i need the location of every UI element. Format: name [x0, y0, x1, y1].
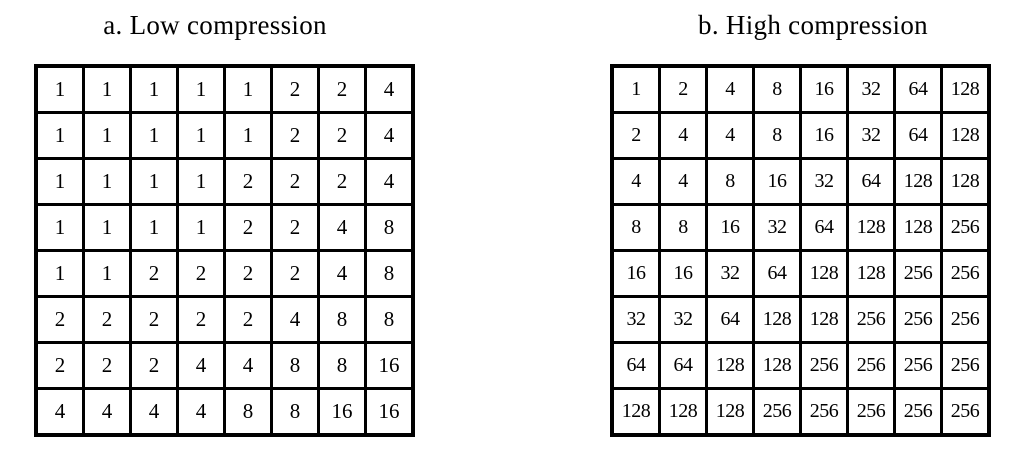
table-row [612, 297, 989, 343]
table-cell: 8 [225, 389, 272, 436]
table-cell: 8 [319, 297, 366, 343]
table-cell: 8 [366, 297, 414, 343]
table-cell: 128 [801, 251, 848, 297]
table-cell: 4 [36, 389, 84, 436]
table-cell: 16 [319, 389, 366, 436]
table-cell: 64 [848, 159, 895, 205]
table-cell: 128 [754, 297, 801, 343]
table-cell: 4 [319, 205, 366, 251]
table-cell: 1 [178, 113, 225, 159]
table-cell: 16 [707, 205, 754, 251]
table-cell: 8 [366, 205, 414, 251]
low-compression-title: a. Low compression [103, 10, 327, 40]
table-cell: 2 [178, 251, 225, 297]
table-cell: 64 [707, 297, 754, 343]
table-cell: 2 [319, 66, 366, 113]
table-cell: 256 [942, 205, 990, 251]
table-cell: 16 [366, 343, 414, 389]
table-cell: 2 [272, 251, 319, 297]
table-cell: 2 [131, 297, 178, 343]
table-cell: 1 [225, 113, 272, 159]
table-cell: 1 [131, 205, 178, 251]
table-cell: 64 [660, 343, 707, 389]
table-cell: 128 [801, 297, 848, 343]
table-cell: 2 [225, 205, 272, 251]
table-cell: 4 [612, 159, 660, 205]
table-row [612, 205, 989, 251]
table-cell: 256 [895, 297, 942, 343]
table-cell: 2 [272, 113, 319, 159]
table-cell: 4 [272, 297, 319, 343]
table-cell: 2 [131, 251, 178, 297]
table-cell: 256 [942, 251, 990, 297]
table-cell: 16 [366, 389, 414, 436]
table-cell: 4 [366, 159, 414, 205]
table-cell: 128 [942, 113, 990, 159]
table-cell: 8 [612, 205, 660, 251]
table-cell: 4 [178, 343, 225, 389]
table-cell: 8 [707, 159, 754, 205]
table-cell: 2 [225, 297, 272, 343]
table-cell: 4 [84, 389, 131, 436]
table-cell: 64 [895, 113, 942, 159]
table-cell: 1 [178, 66, 225, 113]
table-cell: 4 [366, 113, 414, 159]
table-cell: 1 [84, 113, 131, 159]
table-cell: 8 [319, 343, 366, 389]
table-cell: 2 [84, 297, 131, 343]
table-row [36, 251, 413, 297]
table-cell: 8 [660, 205, 707, 251]
table-cell: 128 [942, 159, 990, 205]
table-cell: 2 [178, 297, 225, 343]
table-cell: 256 [895, 251, 942, 297]
table-cell: 128 [707, 389, 754, 436]
table-row [36, 297, 413, 343]
table-cell: 4 [178, 389, 225, 436]
table-cell: 4 [707, 113, 754, 159]
table-cell: 2 [272, 66, 319, 113]
table-cell: 8 [272, 343, 319, 389]
table-cell: 1 [178, 205, 225, 251]
table-cell: 4 [319, 251, 366, 297]
table-cell: 1 [36, 66, 84, 113]
table-cell: 128 [660, 389, 707, 436]
table-row [612, 389, 989, 436]
table-cell: 16 [612, 251, 660, 297]
table-cell: 8 [272, 389, 319, 436]
table-cell: 128 [942, 66, 990, 113]
table-cell: 2 [36, 343, 84, 389]
table-cell: 128 [895, 205, 942, 251]
table-row [612, 159, 989, 205]
table-cell: 8 [754, 113, 801, 159]
table-cell: 256 [848, 389, 895, 436]
table-cell: 2 [319, 113, 366, 159]
table-cell: 2 [36, 297, 84, 343]
table-cell: 256 [801, 389, 848, 436]
table-cell: 8 [754, 66, 801, 113]
table-cell: 1 [225, 66, 272, 113]
table-cell: 1 [178, 159, 225, 205]
table-cell: 16 [754, 159, 801, 205]
table-cell: 128 [707, 343, 754, 389]
table-cell: 2 [319, 159, 366, 205]
table-cell: 1 [84, 251, 131, 297]
table-cell: 32 [754, 205, 801, 251]
table-cell: 2 [84, 343, 131, 389]
table-cell: 64 [754, 251, 801, 297]
table-cell: 1 [36, 159, 84, 205]
table-cell: 2 [225, 251, 272, 297]
table-row [36, 343, 413, 389]
table-cell: 1 [131, 113, 178, 159]
table-cell: 256 [942, 389, 990, 436]
table-cell: 256 [848, 297, 895, 343]
table-cell: 4 [660, 113, 707, 159]
table-cell: 32 [612, 297, 660, 343]
table-cell: 256 [895, 389, 942, 436]
table-cell: 2 [660, 66, 707, 113]
table-cell: 2 [612, 113, 660, 159]
table-cell: 4 [131, 389, 178, 436]
table-cell: 32 [848, 113, 895, 159]
high-compression-title: b. High compression [698, 10, 928, 40]
table-cell: 128 [754, 343, 801, 389]
table-cell: 1 [131, 66, 178, 113]
table-cell: 256 [942, 297, 990, 343]
table-cell: 32 [707, 251, 754, 297]
table-cell: 8 [366, 251, 414, 297]
table-cell: 128 [895, 159, 942, 205]
table-cell: 128 [612, 389, 660, 436]
table-cell: 256 [895, 343, 942, 389]
table-row [612, 251, 989, 297]
table-cell: 256 [754, 389, 801, 436]
table-row [36, 205, 413, 251]
table-cell: 64 [895, 66, 942, 113]
low-compression-table [34, 64, 415, 437]
table-cell: 4 [366, 66, 414, 113]
table-cell: 4 [707, 66, 754, 113]
table-cell: 2 [272, 205, 319, 251]
table-cell: 256 [848, 343, 895, 389]
table-row [612, 113, 989, 159]
table-cell: 16 [801, 66, 848, 113]
table-cell: 32 [801, 159, 848, 205]
table-cell: 1 [36, 113, 84, 159]
table-row [36, 389, 413, 436]
table-cell: 1 [84, 159, 131, 205]
table-cell: 128 [848, 205, 895, 251]
table-cell: 256 [942, 343, 990, 389]
table-cell: 32 [660, 297, 707, 343]
table-cell: 16 [660, 251, 707, 297]
table-row [612, 66, 989, 113]
table-cell: 64 [612, 343, 660, 389]
table-cell: 128 [848, 251, 895, 297]
table-cell: 1 [84, 66, 131, 113]
high-compression-table [610, 64, 991, 437]
table-cell: 4 [225, 343, 272, 389]
table-cell: 256 [801, 343, 848, 389]
table-cell: 1 [36, 205, 84, 251]
table-cell: 64 [801, 205, 848, 251]
table-cell: 2 [131, 343, 178, 389]
table-row [36, 66, 413, 113]
table-cell: 1 [36, 251, 84, 297]
table-cell: 2 [225, 159, 272, 205]
table-cell: 1 [84, 205, 131, 251]
table-cell: 1 [612, 66, 660, 113]
table-row [36, 113, 413, 159]
table-row [36, 159, 413, 205]
table-cell: 32 [848, 66, 895, 113]
table-cell: 16 [801, 113, 848, 159]
table-row [612, 343, 989, 389]
table-cell: 2 [272, 159, 319, 205]
table-cell: 1 [131, 159, 178, 205]
table-cell: 4 [660, 159, 707, 205]
